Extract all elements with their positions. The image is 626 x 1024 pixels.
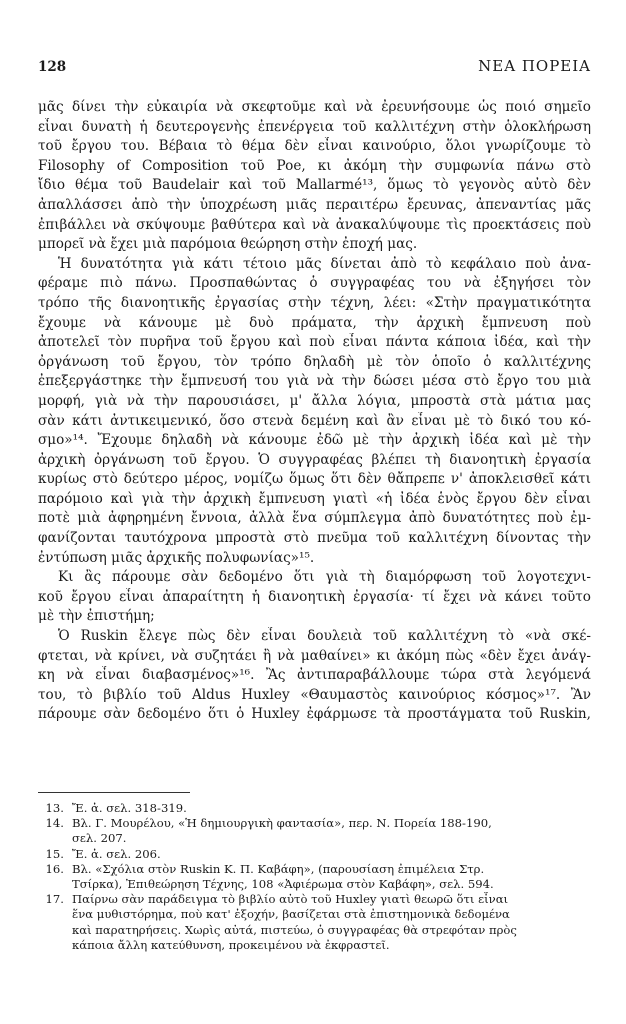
text-line: κυρίως στὸ δεύτερο μέρος, νομίζω ὅμως ὅτι δὲν θἄπρεπε ν' ἀποκλεισθεῖ κάτι [38, 471, 591, 488]
text-line: ἐπιβάλλει νὰ σκύψουμε βαθύτερα καὶ νὰ ἀνακαλύψουμε τὶς προεκτάσεις ποὺ [38, 216, 591, 233]
text-line: παρόμοιο καὶ γιὰ τὴν ἀρχικὴ ἔμπνευση γιατὶ «ἡ ἰδέα ἑνὸς ἔργου δὲν εἶναι [38, 490, 591, 507]
text-line: ἐπεξεργάστηκε τὴν ἔμπνευσή του γιὰ νὰ τὴν δώσει μέσα στὸ ἔργο του μιὰ [38, 373, 591, 390]
text-line: ἐντύπωση μιᾶς ἀρχικῆς πολυφωνίας»¹⁵. [38, 549, 315, 566]
text-line: κοῦ ἔργου εἶναι ἀπαραίτητη ἡ διανοητικὴ ἐργασία· τί ἔχει νὰ κάνει τοῦτο [38, 588, 591, 605]
footnote-text: Βλ. «Σχόλια στὸν Ruskin Κ. Π. Καβάφη», (παρουσίαση ἐπιμέλεια Στρ. [72, 861, 485, 876]
text-line: ἀποτελεῖ τὸν πυρῆνα τοῦ ἔργου καὶ ποὺ εἶναι πάντα κάποια ἰδέα, καὶ τὴν [38, 334, 591, 351]
footnote-text: Ἔ. ἀ. σελ. 206. [72, 846, 161, 861]
footnote [38, 847, 591, 862]
page-header [38, 57, 591, 75]
footnote-text: καὶ παρατηρήσεις. Χωρὶς αὐτά, πιστεύω, ὁ συγγραφέας θὰ στρεφόταν πρὸς [72, 922, 517, 937]
footnote-number: 16. [45, 861, 64, 876]
footnote [38, 816, 591, 846]
footnote-divider [38, 792, 190, 793]
footnote-number: 17. [45, 892, 64, 907]
footnote-text: ἕνα μυθιστόρημα, ποὺ κατ' ἐξοχήν, βασίζεται στὰ ἐπιστημονικὰ δεδομένα [72, 907, 510, 922]
text-line: ὀργάνωση τοῦ ἔργου, τὸν τρόπο δηλαδὴ μὲ τὸν ὁποῖο ὁ καλλιτέχνης [38, 353, 591, 370]
text-line: ποτὲ μιὰ ἀφηρημένη ἔννοια, ἀλλὰ ἕνα σύμπλεγμα ἀπὸ δυνατότητες ποὺ ἐμ- [38, 510, 591, 527]
footnote-text: κάποια ἄλλη κατεύθυνση, προκειμένου νὰ ἐκφραστεῖ. [72, 937, 390, 952]
footnote-number: 15. [45, 846, 64, 861]
text-line: του, τὸ βιβλίο τοῦ Aldus Huxley «Θαυμαστὸς καινούριος κόσμος»¹⁷. Ἂν [38, 686, 591, 703]
footnote-text: σελ. 207. [72, 831, 127, 846]
main-text [38, 98, 591, 725]
footnote [38, 892, 591, 953]
text-line: μπορεῖ νὰ ἔχει μιὰ παρόμοια θεώρηση στὴν ἐποχή μας. [38, 236, 418, 253]
footnote-text: Τσίρκα), Ἐπιθεώρηση Τέχνης, 108 «Ἀφιέρωμα στὸν Καβάφη», σελ. 594. [72, 877, 494, 892]
text-line: εἶναι δυνατὴ ἡ δευτερογενὴς ἐπενέργεια τοῦ καλλιτέχνη στὴν ὁλοκλήρωση [38, 118, 591, 135]
footnotes [38, 801, 591, 953]
text-line: σμο»¹⁴. Ἔχουμε δηλαδὴ νὰ κάνουμε ἐδῶ μὲ τὴν ἀρχικὴ ἰδέα καὶ μὲ τὴν [38, 432, 591, 449]
text-line: φτεται, νὰ κρίνει, νὰ συζητάει ἢ νὰ μαθαίνει» κι ἀκόμη πὼς «δὲν ἔχει ἀνάγ- [38, 647, 591, 664]
footnote-number: 14. [45, 816, 64, 831]
journal-title: ΝΕΑ ΠΟΡΕΙΑ [478, 57, 591, 75]
page-number: 128 [38, 59, 67, 75]
text-line: Κι ἂς πάρουμε σὰν δεδομένο ὅτι γιὰ τὴ διαμόρφωση τοῦ λογοτεχνι- [58, 569, 591, 586]
text-line: φέραμε πιὸ πάνω. Προσπαθώντας ὁ συγγραφέας του νὰ ἐξηγήσει τὸν [38, 275, 591, 292]
text-line: μὲ τὴν ἐπιστήμη; [38, 608, 155, 625]
text-line: φανίζονται ταυτόχρονα μπροστὰ στὸ πνεῦμα τοῦ καλλιτέχνη δίνοντας τὴν [38, 530, 591, 547]
footnote [38, 862, 591, 892]
text-line: Filosophy of Composition τοῦ Poe, κι ἀκόμη τὴν συμφωνία πάνω στὸ [38, 157, 591, 174]
footnote-text: Παίρνω σὰν παράδειγμα τὸ βιβλίο αὐτὸ τοῦ Huxley γιατὶ θεωρῶ ὅτι εἶναι [72, 892, 509, 907]
text-line: ἀρχικὴ ὀργάνωση τοῦ ἔργου. Ὁ συγγραφέας βλέπει τὴ διανοητικὴ ἐργασία [38, 451, 591, 468]
text-line: σὰν κάτι ἀντικειμενικό, ὅσο στενὰ δεμένη καὶ ἂν εἶναι μὲ τὸ δικό του κό- [38, 412, 591, 429]
text-line: ἀπαλλάσσει ἀπὸ τὴν ὑποχρέωση μιᾶς περαιτέρω ἔρευνας, ἀπεναντίας μᾶς [38, 196, 591, 213]
text-line: ἔχουμε νὰ κάνουμε μὲ δυὸ πράματα, τὴν ἀρχικὴ ἔμπνευση ποὺ [38, 314, 591, 331]
text-line: πάρουμε σὰν δεδομένο ὅτι ὁ Huxley ἐφάρμωσε τὰ προστάγματα τοῦ Ruskin, [38, 706, 591, 723]
text-line: Ἡ δυνατότητα γιὰ κάτι τέτοιο μᾶς δίνεται ἀπὸ τὸ κεφάλαιο ποὺ ἀνα- [58, 255, 591, 272]
text-line: μᾶς δίνει τὴν εὐκαιρία νὰ σκεφτοῦμε καὶ νὰ ἐρευνήσουμε ὡς ποιό σημεῖο [38, 99, 591, 115]
text-line: τοῦ ἔργου του. Βέβαια τὸ θέμα δὲν εἶναι καινούριο, ὅλοι γνωρίζουμε τὸ [38, 138, 591, 155]
text-line: μορφή, γιὰ νὰ τὴν παρουσιάσει, μ' ἄλλα λόγια, μπροστὰ στὰ μάτια μας [38, 392, 591, 409]
text-line: τρόπο τῆς διανοητικῆς ἐργασίας στὴν τέχνη, λέει: «Στὴν πραγματικότητα [38, 294, 591, 311]
footnote-text: Βλ. Γ. Μουρέλου, «Ἡ δημιουργικὴ φαντασία», περ. Ν. Πορεία 188-190, [72, 816, 492, 831]
footnote-text: Ἔ. ἀ. σελ. 318-319. [72, 801, 187, 815]
footnote-number: 13. [45, 801, 64, 815]
text-line: Ὁ Ruskin ἔλεγε πὼς δὲν εἶναι δουλειὰ τοῦ καλλιτέχνη τὸ «νὰ σκέ- [58, 628, 591, 645]
text-line: ἴδιο θέμα τοῦ Baudelair καὶ τοῦ Mallarmé¹³, ὅμως τὸ γεγονὸς αὐτὸ δὲν [38, 177, 591, 194]
text-line: κη νὰ εἶναι διαβασμένος»¹⁶. Ἂς ἀντιπαραβάλλουμε τώρα στὰ λεγόμενά [38, 667, 591, 684]
footnote [38, 801, 591, 816]
